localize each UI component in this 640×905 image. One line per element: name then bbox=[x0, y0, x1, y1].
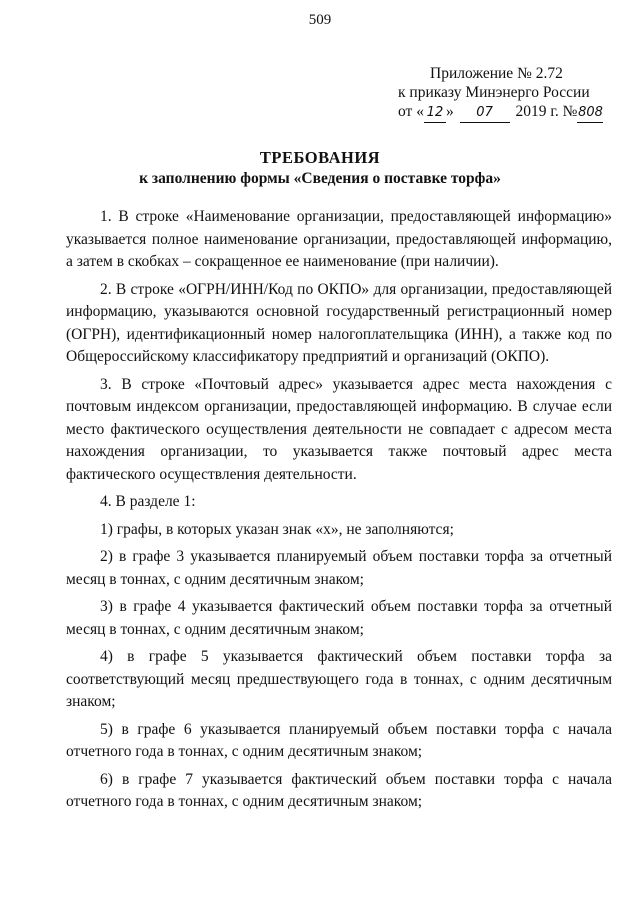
appendix-order-reference: к приказу Минэнерго России bbox=[398, 84, 590, 101]
handwritten-order-number: 808 bbox=[577, 103, 603, 123]
page-number: 509 bbox=[308, 12, 332, 28]
appendix-title: Приложение № 2.72 bbox=[430, 65, 563, 82]
list-item-3: 3) в графе 4 указывается фактический объем поставки торфа за отчетный месяц в тоннах, с одним десятичным знаком; bbox=[66, 598, 612, 638]
paragraph-3: 3. В строке «Почтовый адрес» указывается адрес места нахождения с почтовым индексом организации, предоставляющей информацию. В случае если место фактического осуществления деятельности не совпадает с адресом места нахождения организации, то указывается также почтовый адрес места фактического осуществления деятельности. bbox=[66, 375, 612, 483]
paragraph-2: 2. В строке «ОГРН/ИНН/Код по ОКПО» для организации, предоставляющей информацию, указываются основной государственный регистрационный номер (ОГРН), идентификационный номер налогоплательщика (ИНН), а также код по Общероссийскому классификатору предприятий и организаций (ОКПО). bbox=[66, 280, 612, 365]
paragraph-4: 4. В разделе 1: bbox=[100, 493, 196, 510]
date-mid: » bbox=[445, 103, 458, 120]
paragraph-1: 1. В строке «Наименование организации, предоставляющей информацию» указывается полное наименование организации, предоставляющей информацию, а затем в скобках – сокращенное ее наименование (при наличии). bbox=[66, 208, 612, 270]
appendix-block bbox=[398, 64, 630, 123]
handwritten-day: 12 bbox=[424, 103, 446, 123]
date-year: 2019 г. № bbox=[511, 103, 578, 120]
list-item-6: 6) в графе 7 указывается фактический объем поставки торфа с начала отчетного года в тоннах, с одним десятичным знаком; bbox=[66, 770, 612, 810]
handwritten-month: 07 bbox=[460, 103, 510, 123]
document-subtitle: к заполнению формы «Сведения о поставке торфа» bbox=[139, 170, 501, 187]
list-item-2: 2) в графе 3 указывается планируемый объем поставки торфа за отчетный месяц в тоннах, с одним десятичным знаком; bbox=[66, 548, 612, 588]
appendix-date-line bbox=[398, 102, 630, 123]
document-body bbox=[66, 206, 612, 819]
list-item-5: 5) в графе 6 указывается планируемый объем поставки торфа с начала отчетного года в тоннах, с одним десятичным знаком; bbox=[66, 720, 612, 760]
list-item-1: 1) графы, в которых указан знак «х», не заполняются; bbox=[100, 520, 454, 538]
document-title: ТРЕБОВАНИЯ bbox=[259, 148, 381, 167]
date-prefix: от « bbox=[398, 103, 424, 120]
list-item-4: 4) в графе 5 указывается фактический объем поставки торфа за соответствующий месяц предшествующего года в тоннах, с одним десятичным знаком; bbox=[66, 648, 612, 710]
